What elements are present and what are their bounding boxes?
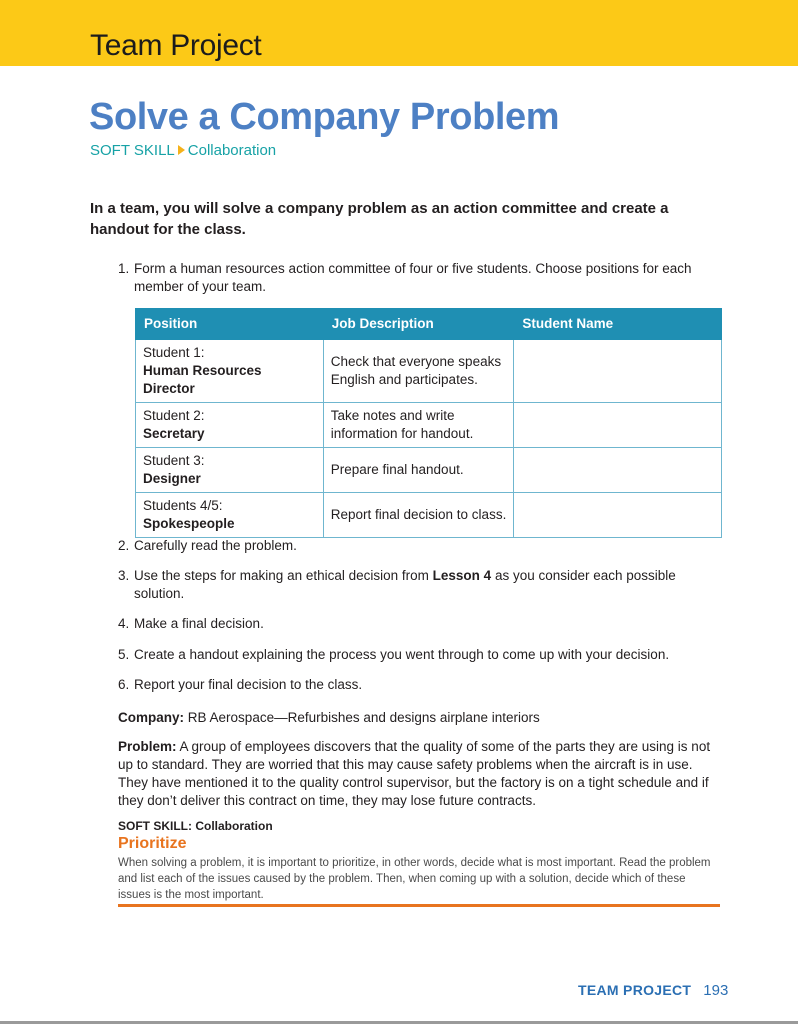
intro-text: In a team, you will solve a company problem as an action committee and create a handout for the class. bbox=[90, 200, 669, 238]
student-number: Students 4/5: bbox=[143, 498, 223, 513]
step-text-continued: as you consider each possible solution. bbox=[134, 568, 676, 601]
step-text: Report your final decision to the class. bbox=[134, 677, 363, 692]
job-description-cell: Report final decision to class. bbox=[323, 493, 514, 538]
band-title: Team Project bbox=[90, 29, 262, 62]
step-text: Create a handout explaining the process you went through to come up with your decision. bbox=[134, 647, 670, 662]
role-name: Spokespeople bbox=[143, 516, 235, 531]
position-cell bbox=[136, 403, 324, 448]
tip-body: When solving a problem, it is important to prioritize, in other words, decide what is most important. Read the problem and list each of the issues caused by the problem. Then, when coming up with a solution, decide which of these issues is the most important. bbox=[118, 857, 711, 901]
problem-paragraph bbox=[118, 738, 718, 810]
step-6 bbox=[118, 676, 362, 694]
company-line bbox=[118, 709, 540, 727]
positions-table bbox=[135, 308, 722, 538]
student-number: Student 2: bbox=[143, 408, 205, 423]
soft-skill-line bbox=[90, 141, 276, 161]
role-name: Designer bbox=[143, 471, 201, 486]
arrow-right-icon bbox=[178, 145, 185, 155]
step-number: 4. bbox=[118, 616, 130, 631]
step-text: Make a final decision. bbox=[134, 616, 264, 631]
job-description-cell: Check that everyone speaks English and participates. bbox=[323, 340, 514, 403]
header-band bbox=[0, 0, 798, 66]
position-cell bbox=[136, 340, 324, 403]
step-4 bbox=[118, 615, 264, 633]
step-number: 3. bbox=[118, 568, 130, 583]
step-number: 1. bbox=[118, 261, 130, 276]
step-2 bbox=[118, 537, 297, 555]
company-label: Company: bbox=[118, 710, 185, 725]
problem-text: A group of employees discovers that the quality of some of the parts they are using is not up to standard. They are worried that this may cause safety problems when the aircraft is in use. They have mentioned it to the quality control supervisor, but the factory is on a tight schedule and if they don’t deliver this contract on time, they may lose future contracts. bbox=[118, 739, 711, 808]
student-name-cell[interactable] bbox=[514, 493, 722, 538]
page-title: Solve a Company Problem bbox=[89, 96, 560, 138]
table-row bbox=[136, 403, 722, 448]
student-name-cell[interactable] bbox=[514, 340, 722, 403]
tip-title: Prioritize bbox=[118, 835, 187, 852]
tip-label: SOFT SKILL: Collaboration bbox=[118, 819, 273, 833]
step-text: Use the steps for making an ethical decision from bbox=[134, 568, 433, 583]
lesson-reference: Lesson 4 bbox=[432, 568, 492, 583]
problem-label: Problem: bbox=[118, 739, 177, 754]
column-header-job-description: Job Description bbox=[323, 309, 514, 340]
step-5 bbox=[118, 646, 669, 664]
step-text: Form a human resources action committee of four or five students. Choose positions for each member of your team. bbox=[134, 261, 692, 294]
role-name: Secretary bbox=[143, 426, 205, 441]
role-name: Human Resources Director bbox=[143, 363, 262, 396]
job-description-cell: Take notes and write information for handout. bbox=[323, 403, 514, 448]
table-row bbox=[136, 448, 722, 493]
step-number: 5. bbox=[118, 647, 130, 662]
page-footer bbox=[578, 980, 728, 1001]
student-number: Student 1: bbox=[143, 345, 205, 360]
column-header-student-name: Student Name bbox=[514, 309, 722, 340]
step-1 bbox=[118, 260, 718, 296]
student-name-cell[interactable] bbox=[514, 448, 722, 493]
position-cell bbox=[136, 493, 324, 538]
tip-divider bbox=[118, 904, 720, 907]
table-row bbox=[136, 340, 722, 403]
footer-label: TEAM PROJECT bbox=[578, 982, 692, 998]
company-text: RB Aerospace—Refurbishes and designs airplane interiors bbox=[187, 710, 540, 725]
position-cell bbox=[136, 448, 324, 493]
step-number: 2. bbox=[118, 538, 130, 553]
soft-skill-label: SOFT SKILL bbox=[90, 142, 175, 159]
student-name-cell[interactable] bbox=[514, 403, 722, 448]
table-row bbox=[136, 493, 722, 538]
page-number: 193 bbox=[703, 982, 729, 999]
step-number: 6. bbox=[118, 677, 130, 692]
student-number: Student 3: bbox=[143, 453, 205, 468]
table-header-row bbox=[136, 309, 722, 340]
soft-skill-name: Collaboration bbox=[187, 142, 277, 159]
column-header-position: Position bbox=[136, 309, 324, 340]
step-3 bbox=[118, 567, 718, 603]
step-text: Carefully read the problem. bbox=[134, 538, 297, 553]
job-description-cell: Prepare final handout. bbox=[323, 448, 514, 493]
